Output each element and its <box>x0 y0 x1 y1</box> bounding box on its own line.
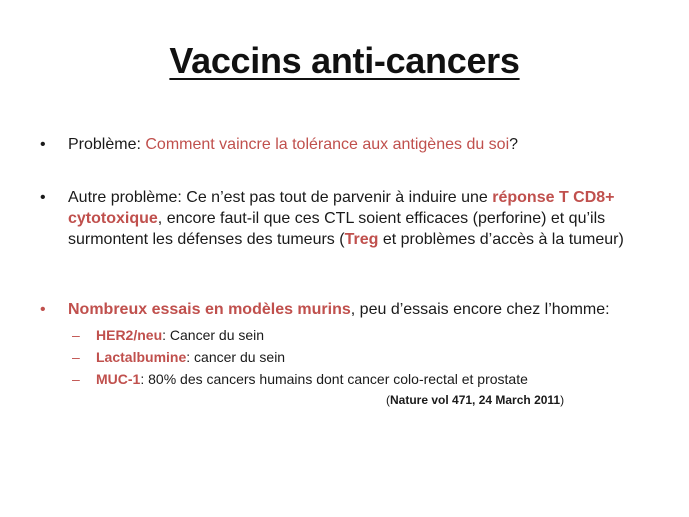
reference-open: ( <box>386 393 390 407</box>
bullet-problem-highlight: Comment vaincre la tolérance aux antigènes du soi <box>145 136 510 153</box>
reference-citation <box>386 393 564 407</box>
bullet-dot: • <box>40 301 46 318</box>
bullet-other-problem-part2: , encore faut-il que ces CTL soient efficaces (perforine) et qu’ils surmontent les défenses des tumeurs ( <box>68 210 606 248</box>
sub-item-muc1 <box>72 370 528 388</box>
dash-marker: – <box>72 371 80 387</box>
bullet-other-problem-highlight1: réponse T CD8+ cytotoxique <box>68 189 615 227</box>
sub-item-highlight: MUC-1 <box>96 371 141 387</box>
bullet-problem <box>40 134 640 155</box>
sub-item-highlight: HER2/neu <box>96 327 163 343</box>
reference-text: Nature vol 471, 24 March 2011 <box>390 393 561 407</box>
bullet-other-problem-highlight2: Treg <box>344 231 379 248</box>
sub-item-rest: : cancer du sein <box>186 349 286 365</box>
sub-item-rest: : 80% des cancers humains dont cancer colo-rectal et prostate <box>140 371 528 387</box>
sub-item-her2 <box>72 326 264 344</box>
bullet-dot: • <box>40 136 46 153</box>
sub-item-highlight: Lactalbumine <box>96 349 187 365</box>
bullet-problem-label: Problème: <box>68 136 146 153</box>
bullet-trials <box>40 299 640 320</box>
sub-item-rest: : Cancer du sein <box>162 327 265 343</box>
sub-item-lactalbumine <box>72 348 285 366</box>
bullet-other-problem <box>40 187 640 250</box>
reference-close: ) <box>560 393 565 407</box>
slide-title: Vaccins anti-cancers <box>169 40 520 81</box>
bullet-problem-end: ? <box>509 136 519 153</box>
bullet-problem-text <box>68 134 640 155</box>
bullet-trials-rest: , peu d’essais encore chez l’homme: <box>350 301 610 318</box>
dash-marker: – <box>72 327 80 343</box>
dash-marker: – <box>72 349 80 365</box>
bullet-dot: • <box>40 189 46 206</box>
bullet-other-problem-part3: et problèmes d’accès à la tumeur) <box>378 231 624 248</box>
bullet-trials-highlight: Nombreux essais en modèles murins <box>68 301 351 318</box>
bullet-other-problem-text <box>68 187 640 250</box>
bullet-trials-text <box>68 299 640 320</box>
bullet-other-problem-part1: Autre problème: Ce n’est pas tout de parvenir à induire une <box>68 189 493 206</box>
